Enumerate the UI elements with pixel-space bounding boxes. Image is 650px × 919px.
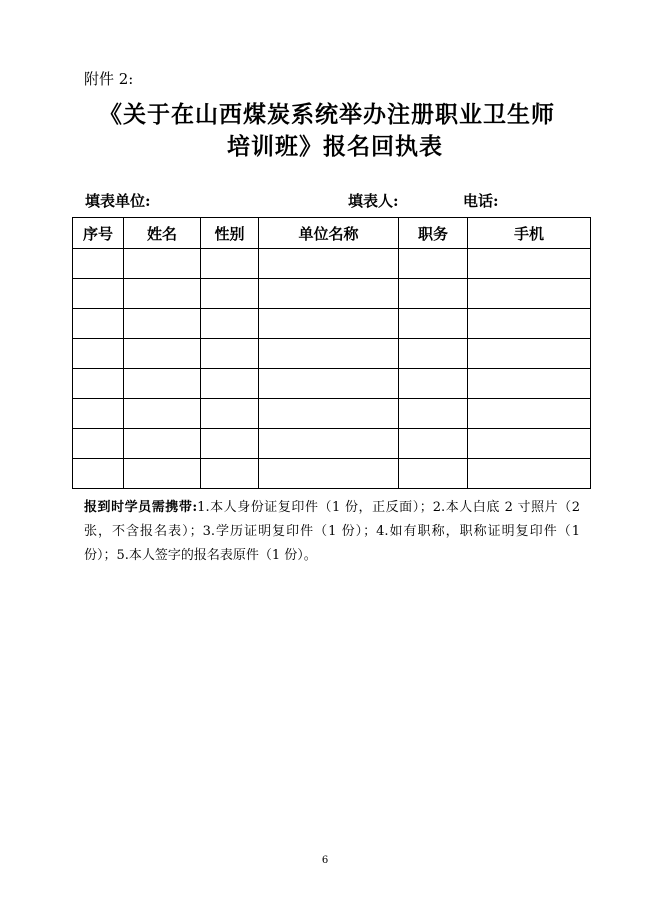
table-cell[interactable] — [73, 429, 124, 459]
table-cell[interactable] — [468, 279, 591, 309]
table-cell[interactable] — [399, 429, 468, 459]
table-cell[interactable] — [259, 429, 399, 459]
table-cell[interactable] — [468, 429, 591, 459]
fill-phone-label: 电话: — [463, 192, 499, 210]
header-cell-gender: 性别 — [201, 218, 259, 249]
table-cell[interactable] — [124, 309, 201, 339]
table-cell[interactable] — [259, 309, 399, 339]
table-cell[interactable] — [73, 249, 124, 279]
table-cell[interactable] — [73, 399, 124, 429]
table-cell[interactable] — [399, 459, 468, 489]
table-cell[interactable] — [124, 339, 201, 369]
table-cell[interactable] — [124, 249, 201, 279]
notes-text: 1.本人身份证复印件（1 份，正反面）；2.本人白底 2 寸照片（2 张，不含报名表）；3.学历证明复印件（1 份）；4.如有职称，职称证明复印件（1 份）；5.本人签字的报名表原件（1 份）。 — [84, 500, 580, 563]
table-row — [73, 309, 591, 339]
table-cell[interactable] — [201, 369, 259, 399]
table-cell[interactable] — [201, 249, 259, 279]
table-cell[interactable] — [201, 339, 259, 369]
table-cell[interactable] — [73, 339, 124, 369]
table-cell[interactable] — [201, 309, 259, 339]
table-cell[interactable] — [201, 429, 259, 459]
page-number: 6 — [321, 855, 329, 866]
fill-unit-label: 填表单位: — [85, 192, 151, 210]
table-row — [73, 369, 591, 399]
table-cell[interactable] — [124, 369, 201, 399]
table-cell[interactable] — [399, 249, 468, 279]
header-cell-name: 姓名 — [124, 218, 201, 249]
header-cell-position: 职务 — [399, 218, 468, 249]
table-cell[interactable] — [201, 279, 259, 309]
table-cell[interactable] — [73, 459, 124, 489]
table-cell[interactable] — [468, 309, 591, 339]
table-cell[interactable] — [259, 369, 399, 399]
table-row — [73, 399, 591, 429]
registration-table — [72, 217, 591, 489]
table-cell[interactable] — [73, 279, 124, 309]
table-cell[interactable] — [259, 279, 399, 309]
table-row — [73, 459, 591, 489]
table-cell[interactable] — [124, 429, 201, 459]
table-cell[interactable] — [259, 399, 399, 429]
table-cell[interactable] — [73, 309, 124, 339]
fill-info-row — [85, 190, 585, 212]
table-cell[interactable] — [468, 369, 591, 399]
table-cell[interactable] — [399, 399, 468, 429]
header-cell-mobile: 手机 — [468, 218, 591, 249]
table-cell[interactable] — [201, 459, 259, 489]
table-cell[interactable] — [399, 279, 468, 309]
table-cell[interactable] — [259, 459, 399, 489]
notes-label: 报到时学员需携带: — [84, 500, 198, 515]
table-cell[interactable] — [468, 249, 591, 279]
table-cell[interactable] — [124, 459, 201, 489]
page-title-line1: 《关于在山西煤炭系统举办注册职业卫生师 — [99, 101, 555, 128]
table-cell[interactable] — [201, 399, 259, 429]
table-cell[interactable] — [468, 339, 591, 369]
fill-person-label: 填表人: — [348, 192, 399, 210]
table-header-row — [73, 218, 591, 249]
table-cell[interactable] — [399, 309, 468, 339]
notes-paragraph — [84, 496, 580, 568]
table-row — [73, 339, 591, 369]
table-row — [73, 249, 591, 279]
table-cell[interactable] — [468, 399, 591, 429]
table-cell[interactable] — [468, 459, 591, 489]
table-cell[interactable] — [399, 339, 468, 369]
table-row — [73, 429, 591, 459]
table-cell[interactable] — [124, 399, 201, 429]
table-cell[interactable] — [399, 369, 468, 399]
page-title-line2: 培训班》报名回执表 — [227, 133, 443, 160]
table-row — [73, 279, 591, 309]
table-cell[interactable] — [259, 339, 399, 369]
header-cell-index: 序号 — [73, 218, 124, 249]
table-cell[interactable] — [73, 369, 124, 399]
table-cell[interactable] — [259, 249, 399, 279]
attachment-label: 附件 2: — [84, 70, 134, 88]
table-cell[interactable] — [124, 279, 201, 309]
header-cell-unit: 单位名称 — [259, 218, 399, 249]
